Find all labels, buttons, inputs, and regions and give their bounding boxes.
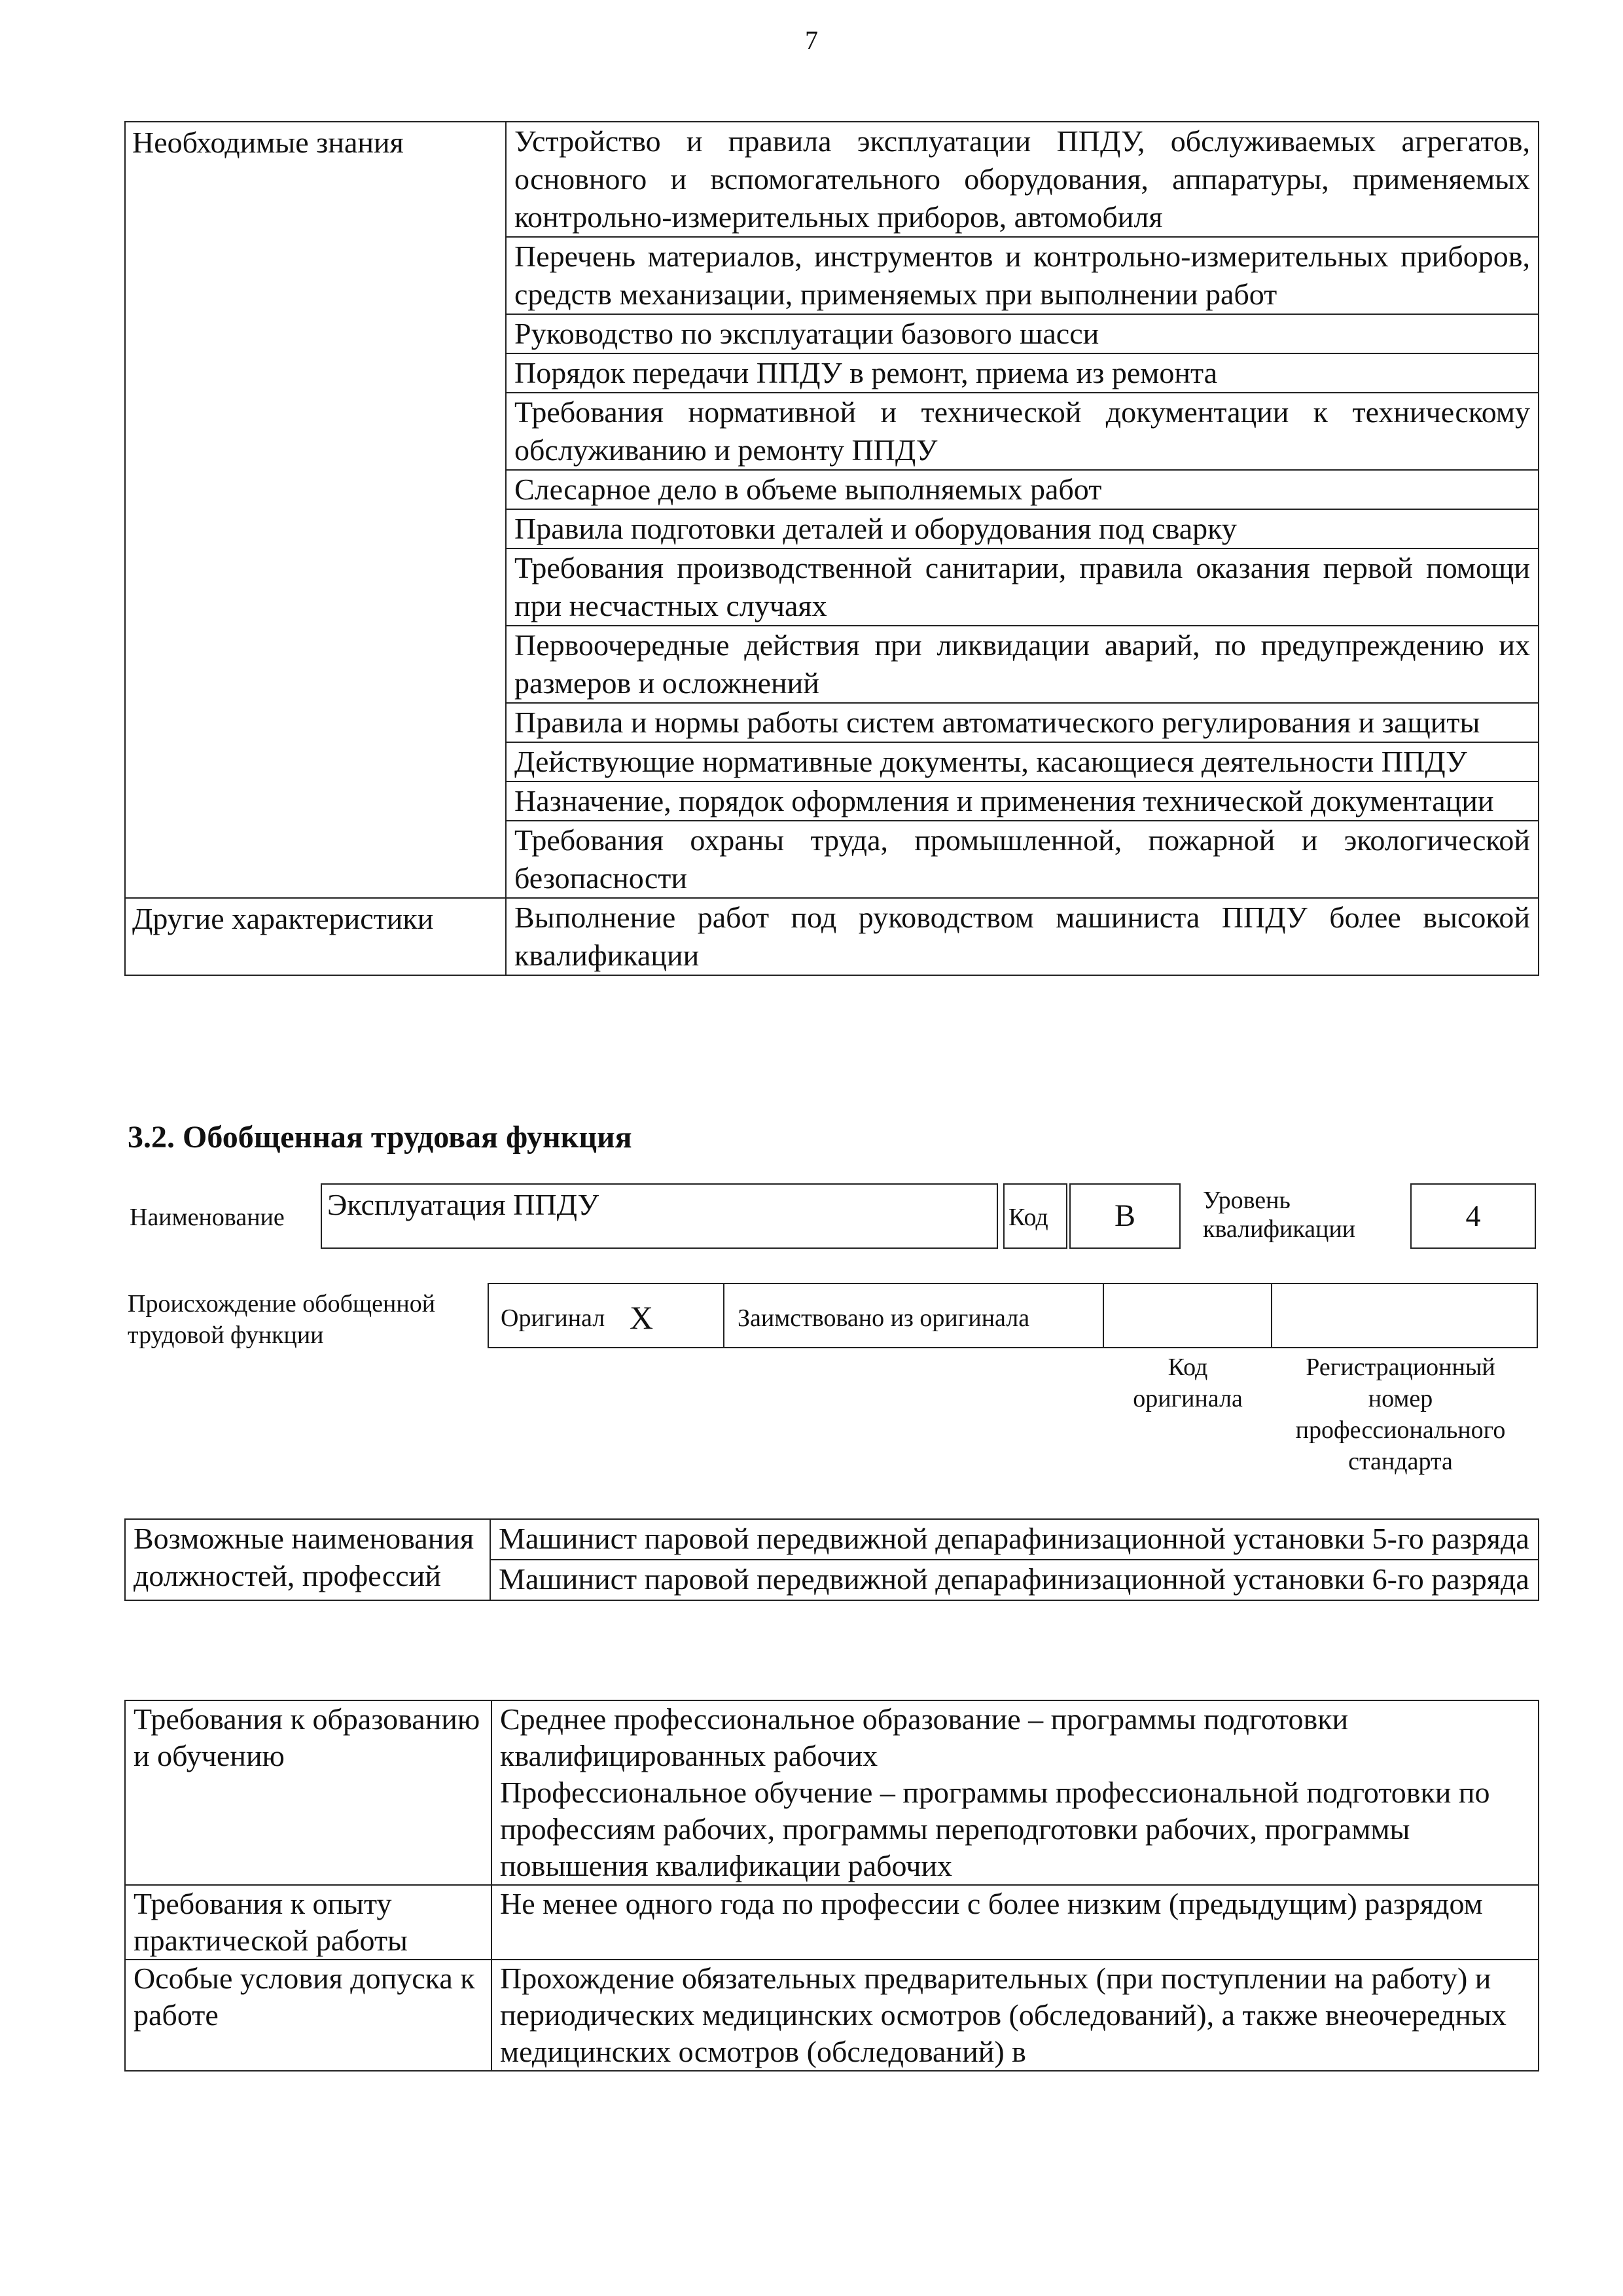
origin-label [128,1288,435,1351]
education-item: Профессиональное обучение – программы профессиональной подготовки по профессиям рабочих, программы переподготовки рабочих, программы повышения квалификации рабочих [491,1774,1539,1885]
level-value: 4 [1465,1199,1481,1232]
level-box [1410,1183,1536,1249]
knowledge-item: Действующие нормативные документы, касающиеся деятельности ППДУ [506,742,1539,781]
origin-label-line-1: Происхождение обобщенной [128,1290,436,1318]
code-value: В [1114,1198,1135,1233]
reg-number-caption [1266,1352,1535,1477]
reg-caption-line-1: Регистрационный [1306,1354,1495,1381]
name-field [321,1183,998,1249]
divider [723,1284,724,1347]
positions-label: Возможные наименования должностей, профессий [125,1519,490,1600]
experience-value: Не менее одного года по профессии с более низким (предыдущим) разрядом [491,1885,1539,1960]
knowledge-label: Необходимые знания [125,122,506,898]
knowledge-item: Правила подготовки деталей и оборудования под сварку [506,509,1539,548]
divider [1271,1284,1272,1347]
knowledge-item: Требования охраны труда, промышленной, пожарной и экологической безопасности [506,821,1539,898]
conditions-label: Особые условия допуска к работе [125,1960,491,2071]
knowledge-item: Требования нормативной и технической документации к техническому обслуживанию и ремонту ППДУ [506,393,1539,470]
code-original-caption-line-1: Код [1168,1354,1208,1381]
knowledge-table [124,121,1539,976]
positions-table [124,1518,1539,1601]
knowledge-item: Требования производственной санитарии, правила оказания первой помощи при несчастных случаях [506,548,1539,626]
reg-caption-line-2: номер [1368,1385,1433,1412]
page-number: 7 [805,26,818,55]
position-item: Машинист паровой передвижной депарафинизационной установки 5-го разряда [490,1519,1539,1560]
code-label: Код [1008,1204,1048,1231]
requirements-table [124,1700,1539,2072]
original-mark: X [630,1299,654,1336]
name-label: Наименование [130,1204,285,1231]
knowledge-item: Перечень материалов, инструментов и контрольно-измерительных приборов, средств механизации, применяемых при выполнении работ [506,237,1539,314]
knowledge-item: Руководство по эксплуатации базового шасси [506,314,1539,353]
code-original-caption-line-2: оригинала [1133,1385,1243,1412]
knowledge-item: Устройство и правила эксплуатации ППДУ, обслуживаемых агрегатов, основного и вспомогательного оборудования, аппаратуры, применяемых контрольно-измерительных приборов, автомобиля [506,122,1539,237]
level-label [1203,1186,1355,1244]
knowledge-item: Назначение, порядок оформления и применения технической документации [506,781,1539,821]
origin-box [488,1283,1538,1348]
level-label-line-2: квалификации [1203,1215,1356,1243]
position-item: Машинист паровой передвижной депарафинизационной установки 6-го разряда [490,1560,1539,1600]
knowledge-item: Правила и нормы работы систем автоматического регулирования и защиты [506,703,1539,742]
knowledge-item: Порядок передачи ППДУ в ремонт, приема из ремонта [506,353,1539,393]
divider [1103,1284,1104,1347]
level-label-line-1: Уровень [1203,1187,1291,1214]
other-characteristics-value: Выполнение работ под руководством машиниста ППДУ более высокой квалификации [506,898,1539,975]
code-original-caption [1106,1352,1270,1414]
reg-caption-line-4: стандарта [1348,1448,1453,1475]
original-label: Оригинал [501,1304,605,1332]
knowledge-item: Слесарное дело в объеме выполняемых работ [506,470,1539,509]
code-box [1069,1183,1181,1249]
conditions-value: Прохождение обязательных предварительных (при поступлении на работу) и периодических медицинских осмотров (обследований), а также внеочередных медицинских осмотров (обследований) в [491,1960,1539,2071]
experience-label: Требования к опыту практической работы [125,1885,491,1960]
education-label: Требования к образованию и обучению [125,1700,491,1885]
knowledge-item: Первоочередные действия при ликвидации аварий, по предупреждению их размеров и осложнений [506,626,1539,703]
education-item: Среднее профессиональное образование – программы подготовки квалифицированных рабочих [491,1700,1539,1774]
origin-label-line-2: трудовой функции [128,1321,324,1349]
borrowed-label: Заимствовано из оригинала [738,1304,1030,1332]
code-label-box [1003,1183,1067,1249]
name-value: Эксплуатация ППДУ [327,1188,599,1221]
reg-caption-line-3: профессионального [1295,1416,1506,1444]
other-characteristics-label: Другие характеристики [125,898,506,975]
section-title: 3.2. Обобщенная трудовая функция [128,1120,632,1155]
